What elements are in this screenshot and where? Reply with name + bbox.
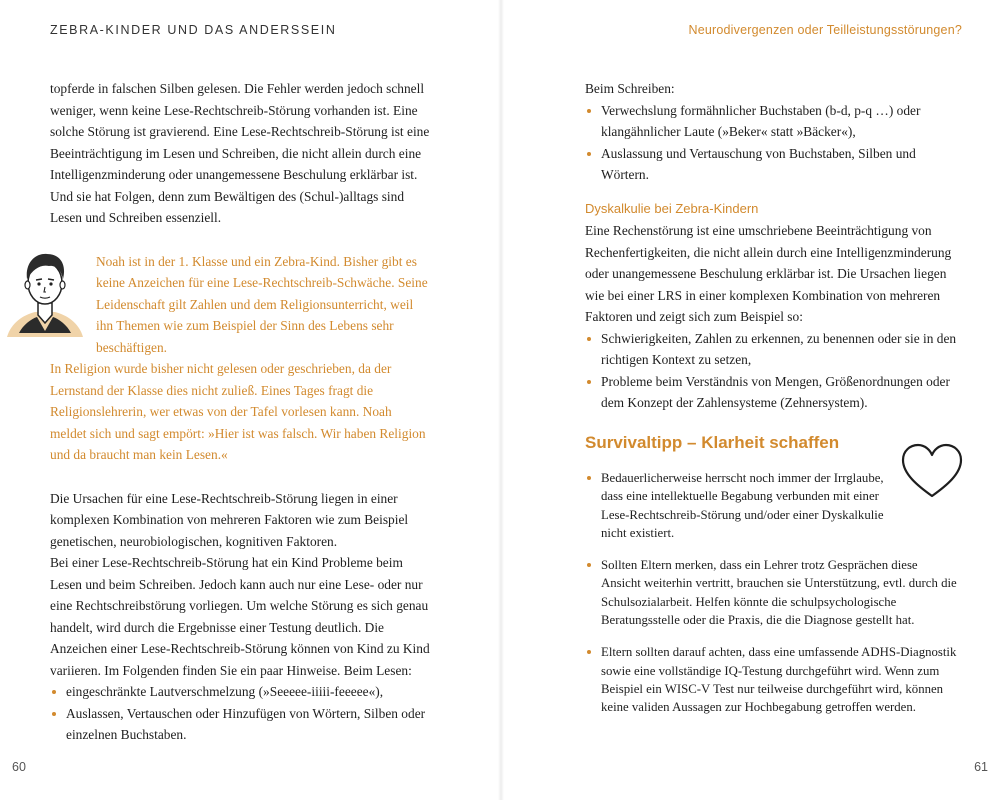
list-item: Verwechslung formähnlicher Buchstaben (b-d, p-q …) oder klangähnlicher Laute (»Beker« statt »Bäcker«), xyxy=(585,100,957,143)
page-number-left: 60 xyxy=(12,760,26,774)
list-item: Probleme beim Verständnis von Mengen, Größenordnungen oder dem Konzept der Zahlensysteme (Zehnersystem). xyxy=(585,371,957,414)
writing-signs-list xyxy=(585,100,957,186)
story-paragraph-2: In Religion wurde bisher nicht gelesen oder geschrieben, da der Lernstand der Klasse dies nicht zuließ. Eines Tages fragt die Religionslehrerin, wer etwas von der Tafel vorlesen kann. Noah meldet sich und sagt empört: »Hier ist was falsch. Wir haben Religion und da braucht man kein Lesen.« xyxy=(50,361,426,462)
survival-tips-list xyxy=(585,469,957,717)
page-number-right: 61 xyxy=(974,760,988,774)
dyscalculia-paragraph: Eine Rechenstörung ist eine umschriebene Beeinträchtigung von Rechenfertigkeiten, die nicht allein durch eine Intelligenzminderung oder unangemessene Beschulung erklärbar ist. Die Ursachen liegen wie bei einer LRS in einer komplexen Kombination von mehreren Faktoren und zeigt sich zum Beispiel so: xyxy=(585,223,952,324)
list-item: Schwierigkeiten, Zahlen zu erkennen, zu benennen oder sie in den richtigen Kontext zu setzen, xyxy=(585,328,957,371)
left-page-body xyxy=(50,78,430,746)
boy-portrait-icon xyxy=(5,245,85,340)
problems-paragraph: Bei einer Lese-Rechtschreib-Störung hat ein Kind Probleme beim Lesen und beim Schreiben. Jedoch kann auch nur eine Lese- oder nur eine Rechtschreibstörung vorliegen. Um welche Störung es sich genau handelt, wird durch die Ergebnisse einer Testung deutlich. Die Anzeichen einer Lese-Rechtschreib-Störung können von Kind zu Kind variieren. Im Folgenden finden Sie ein paar Hinweise. Beim Lesen: xyxy=(50,555,430,678)
list-item: Auslassung und Vertauschung von Buchstaben, Silben und Wörtern. xyxy=(585,143,957,186)
writing-label: Beim Schreiben: xyxy=(585,81,675,96)
book-gutter xyxy=(498,0,504,800)
right-page-body xyxy=(585,78,957,731)
list-item: Auslassen, Vertauschen oder Hinzufügen von Wörtern, Silben oder einzelnen Buchstaben. xyxy=(50,703,430,746)
heart-outline-icon xyxy=(900,442,964,500)
list-item: eingeschränkte Lautverschmelzung (»Seeeee-iiiii-feeeee«), xyxy=(50,681,430,703)
causes-paragraph: Die Ursachen für eine Lese-Rechtschreib-Störung liegen in einer komplexen Kombination von mehreren Faktoren wie zum Beispiel genetischen, neurobiologischen, kognitiven Faktoren. xyxy=(50,490,409,549)
list-item: Sollten Eltern merken, dass ein Lehrer trotz Gesprächen diese Ansicht weiterhin vertritt, brauchen sie Unterstützung, evtl. durch die Schulsozialarbeit. Helfen könnte die schulpsychologische Beratungsstelle oder die Praxis, die die Diagnose gestellt hat. xyxy=(585,556,957,629)
dyscalculia-signs-list xyxy=(585,328,957,414)
running-header-right: Neurodivergenzen oder Teilleistungsstörungen? xyxy=(688,23,962,37)
reading-signs-list xyxy=(50,681,430,746)
intro-paragraph: topferde in falschen Silben gelesen. Die Fehler werden jedoch schnell weniger, wenn keine Lese-Rechtschreib-Störung vorhanden ist. Eine solche Störung ist gravierend. Eine Lese-Rechtschreib-Störung ist eine Beeinträchtigung im Lesen und Schreiben, die nicht allein durch eine Intelligenzminderung oder unangemessene Beschulung erklärbar ist. Und sie hat Folgen, denn zum Bewältigen des (Schul-)alltags sind Lesen und Schreiben essenziell. xyxy=(50,81,430,225)
list-item: Eltern sollten darauf achten, dass eine umfassende ADHS-Diagnostik sowie eine vollständige IQ-Testung durchgeführt wird. Wenn zum Beispiel ein WISC-V Test nur teilweise durchgeführt wird, können keine validen Aussagen zur Hochbegabung getroffen werden. xyxy=(585,643,957,716)
story-box xyxy=(50,251,430,466)
survival-tip-heading: Survivaltipp – Klarheit schaffen xyxy=(585,432,840,452)
list-item: Bedauerlicherweise herrscht noch immer der Irrglaube, dass eine intellektuelle Begabung verbunden mit einer Lese-Rechtschreib-Störung und/oder einer Dyskalkulie nicht existiert. xyxy=(585,469,957,542)
story-paragraph-1: Noah ist in der 1. Klasse und ein Zebra-Kind. Bisher gibt es keine Anzeichen für eine Lese-Rechtschreib-Schwäche. Seine Leidenschaft gilt Zahlen und dem Religionsunterricht, weil ihn Themen wie zum Beispiel der Sinn des Lebens sehr beschäftigen. xyxy=(96,253,428,355)
dyscalculia-heading: Dyskalkulie bei Zebra-Kindern xyxy=(585,200,759,216)
running-header-left: ZEBRA-KINDER UND DAS ANDERSSEIN xyxy=(50,23,337,37)
